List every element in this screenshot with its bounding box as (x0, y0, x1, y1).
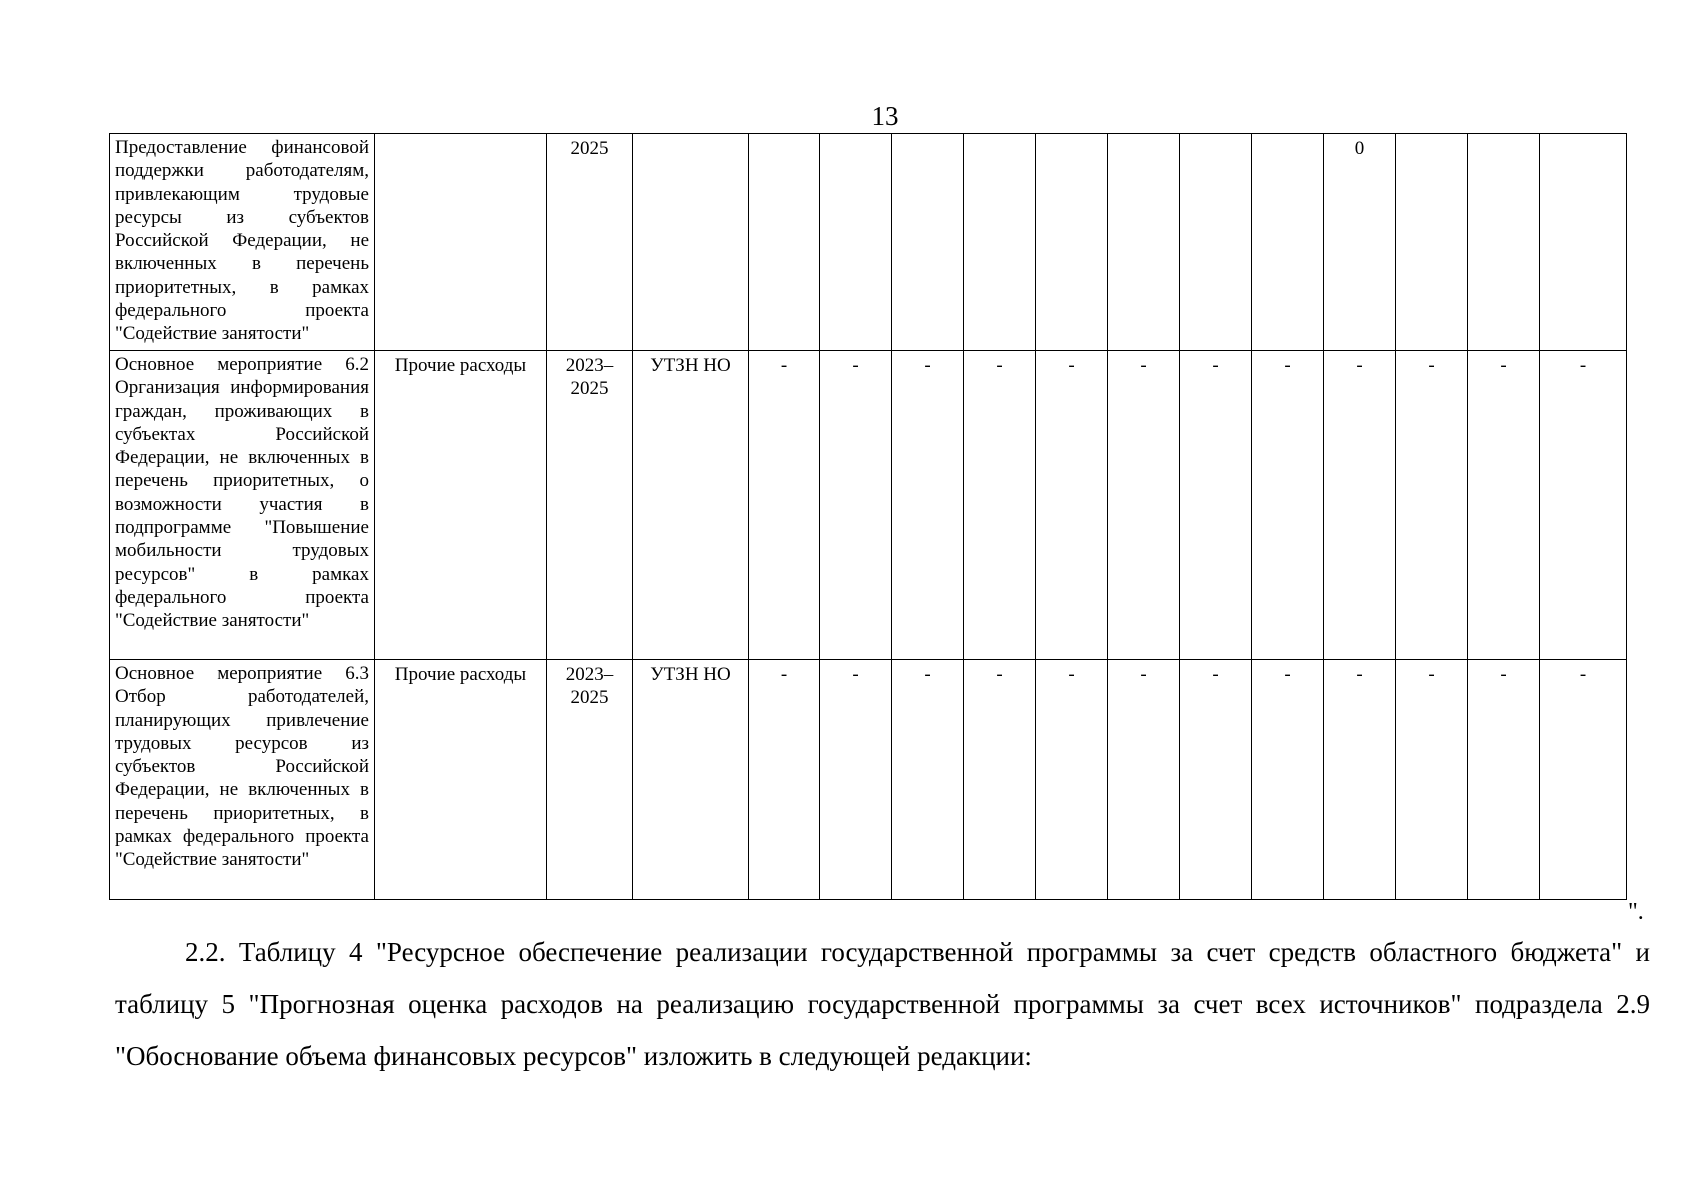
period-cell: 2023–2025 (547, 660, 633, 900)
table-row (110, 351, 1627, 660)
executor-cell (633, 134, 749, 351)
value-cell (1396, 134, 1468, 351)
value-cell: - (1468, 351, 1540, 660)
value-cell: - (1324, 351, 1396, 660)
value-cell (1036, 134, 1108, 351)
body-paragraph: 2.2. Таблицу 4 "Ресурсное обеспечение реализации государственной программы за счет средств областного бюджета" и таблицу 5 "Прогнозная оценка расходов на реализацию государственной программы за счет всех источников" подраздела 2.9 "Обоснование объема финансовых ресурсов" изложить в следующей редакции: (115, 937, 1650, 1071)
value-cell (1108, 134, 1180, 351)
value-cell: - (749, 351, 820, 660)
program-table (109, 133, 1627, 900)
expense-type-cell (375, 134, 547, 351)
value-cell: - (820, 351, 892, 660)
value-cell (1180, 134, 1252, 351)
value-cell: 0 (1324, 134, 1396, 351)
value-cell: - (892, 660, 964, 900)
value-cell: - (1540, 660, 1627, 900)
value-cell (1540, 134, 1627, 351)
value-cell: - (1036, 660, 1108, 900)
value-cell: - (1540, 351, 1627, 660)
event-name-cell: Основное мероприятие 6.3 Отбор работодателей, планирующих привлечение трудовых ресурсов из субъектов Российской Федерации, не включенных в перечень приоритетных, в рамках федерального проекта "Содействие занятости" (110, 660, 375, 900)
expense-type-cell: Прочие расходы (375, 660, 547, 900)
value-cell: - (1324, 660, 1396, 900)
table-body (110, 134, 1627, 900)
value-cell (892, 134, 964, 351)
period-cell: 2023–2025 (547, 351, 633, 660)
value-cell (964, 134, 1036, 351)
period-cell: 2025 (547, 134, 633, 351)
value-cell (749, 134, 820, 351)
value-cell: - (1180, 660, 1252, 900)
value-cell (1252, 134, 1324, 351)
value-cell: - (749, 660, 820, 900)
value-cell: - (1180, 351, 1252, 660)
value-cell: - (1108, 660, 1180, 900)
value-cell: - (892, 351, 964, 660)
value-cell: - (820, 660, 892, 900)
value-cell: - (1252, 351, 1324, 660)
value-cell: - (1396, 351, 1468, 660)
event-name-cell: Предоставление финансовой поддержки работодателям, привлекающим трудовые ресурсы из субъектов Российской Федерации, не включенных в перечень приоритетных, в рамках федерального проекта "Содействие занятости" (110, 134, 375, 351)
executor-cell: УТЗН НО (633, 351, 749, 660)
value-cell: - (1036, 351, 1108, 660)
value-cell: - (1108, 351, 1180, 660)
table-row (110, 134, 1627, 351)
page-number: 13 (871, 101, 899, 131)
value-cell (820, 134, 892, 351)
value-cell: - (1252, 660, 1324, 900)
value-cell (1468, 134, 1540, 351)
expense-type-cell: Прочие расходы (375, 351, 547, 660)
value-cell: - (1468, 660, 1540, 900)
event-name-cell: Основное мероприятие 6.2 Организация информирования граждан, проживающих в субъектах Российской Федерации, не включенных в перечень приоритетных, о возможности участия в подпрограмме "Повышение мобильности трудовых ресурсов" в рамках федерального проекта "Содействие занятости" (110, 351, 375, 660)
value-cell: - (964, 660, 1036, 900)
value-cell: - (1396, 660, 1468, 900)
value-cell: - (964, 351, 1036, 660)
executor-cell: УТЗН НО (633, 660, 749, 900)
closing-quote: ". (1628, 899, 1644, 925)
table-row (110, 660, 1627, 900)
